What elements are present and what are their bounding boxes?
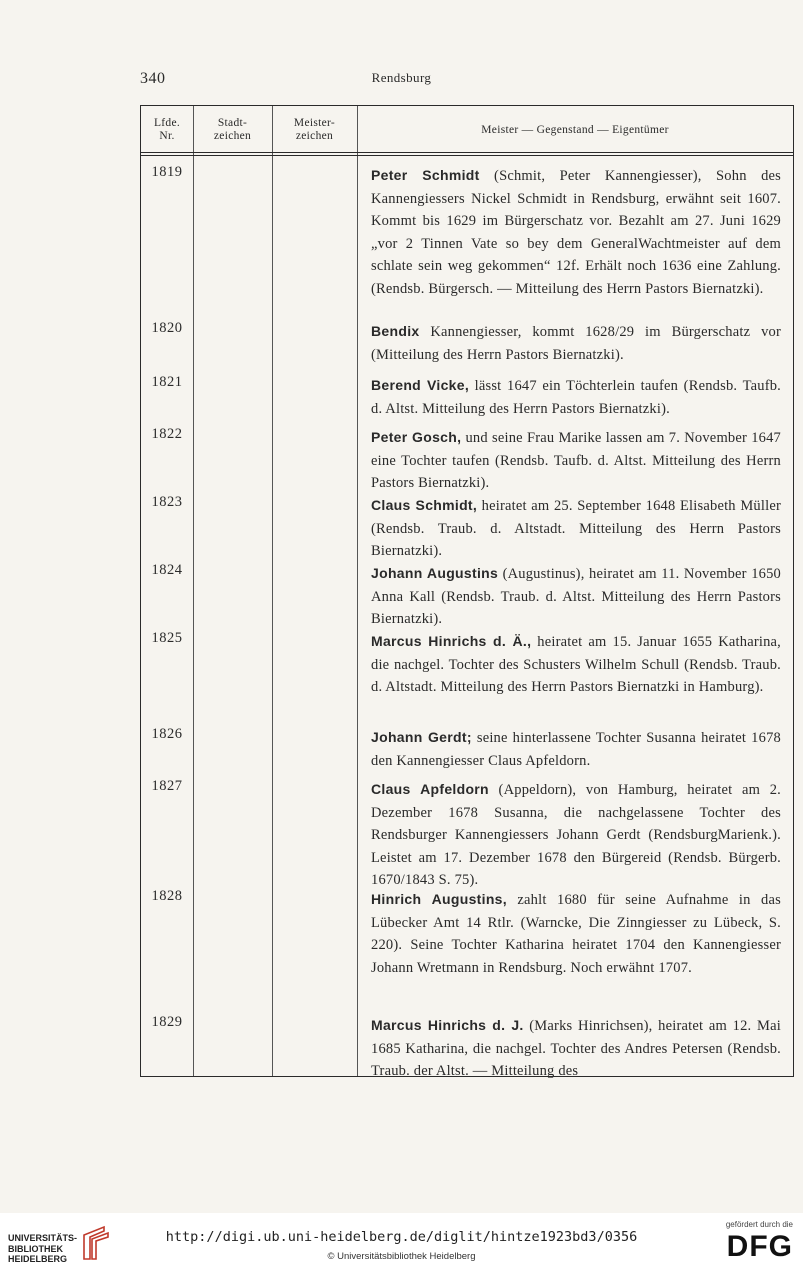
master-name: Bendix (371, 323, 420, 339)
master-name: Johann Gerdt; (371, 729, 472, 745)
catalog-table (140, 105, 794, 1077)
header-meisterzeichen: Meister- zeichen (293, 117, 336, 142)
library-line: UNIVERSITÄTS- (8, 1233, 78, 1243)
entry-description: (Schmit, Peter Kannengiesser), Sohn des Kannengiessers Nickel Schmidt in Rendsburg, erwähnt seit 1607. Kommt bis 1629 im Bürgerschatz vor. Bezahlt am 27. Juni 1629 „vor 2 Tinnen Vate so bey dem GeneralWachtmeister auf dem schlate sein weg gekommen“ 12f. Erhält noch 1636 eine Zahlung. (Rendsb. Bürgersch. — Mitteilung des Herrn Pastors Biernatzki). (371, 168, 781, 297)
entry-text (371, 888, 781, 979)
master-name: Claus Apfeldorn (371, 781, 489, 797)
entry-description: lässt 1647 ein Töchterlein taufen (Rendsb. Taufb. d. Altst. Mitteilung des Herrn Pastors Biernatzki). (371, 378, 782, 417)
entry-number: 1827 (151, 778, 183, 794)
entry-text (371, 426, 781, 495)
entry-number: 1820 (151, 320, 183, 336)
master-name: Peter Schmidt (371, 167, 480, 183)
copyright-notice: © Universitätsbibliothek Heidelberg (327, 1251, 476, 1262)
library-line: HEIDELBERG (8, 1254, 68, 1264)
master-name: Peter Gosch, (371, 429, 462, 445)
entry-number: 1823 (151, 494, 183, 510)
master-name: Hinrich Augustins, (371, 891, 507, 907)
column-divider (193, 106, 194, 1076)
header-meister-gegenstand: Meister — Gegenstand — Eigentümer (481, 123, 669, 136)
entry-description: (Appeldorn), von Hamburg, heiratet am 2. Dezember 1678 Susanna, die nachgelassene Tochter des Rendsburger Kannengiessers Johann Gerdt (RendsburgMarienk.). Leistet am 17. Dezember 1678 den Bürgereid (Rendsb. Bürgerb. 1670/1843 S. 75). (371, 782, 781, 888)
header-rule (141, 155, 793, 156)
entry-number: 1826 (151, 726, 183, 742)
entry-number: 1828 (151, 888, 183, 904)
entry-text (371, 562, 781, 631)
entry-number: 1825 (151, 630, 183, 646)
running-head: Rendsburg (371, 70, 432, 85)
entry-description: (Marks Hinrichsen), heiratet am 12. Mai 1685 Katharina, die nachgel. Tochter des Andres Petersen (Rendsb. Traub. der Altst. — Mitteilung des (371, 1018, 781, 1079)
entry-text (371, 320, 781, 366)
permalink-url[interactable]: http://digi.ub.uni-heidelberg.de/diglit/hintze1923bd3/0356 (165, 1229, 638, 1245)
entry-number: 1819 (151, 164, 183, 180)
entry-description: und seine Frau Marike lassen am 7. November 1647 eine Tochter taufen (Rendsb. Taufb. d. Altst. Mitteilung des Herrn Pastors Biernatzki). (371, 430, 781, 491)
dfg-logo: DFG (726, 1230, 793, 1263)
funded-by-label: gefördert durch die (725, 1220, 793, 1229)
column-divider (357, 106, 358, 1076)
header-rule (141, 152, 793, 153)
column-divider (272, 106, 273, 1076)
entry-text (371, 374, 781, 420)
entry-text (371, 726, 781, 772)
entry-number: 1829 (151, 1014, 183, 1030)
library-line: BIBLIOTHEK (8, 1243, 63, 1254)
master-name: Johann Augustins (371, 565, 499, 581)
entry-description: heiratet am 25. September 1648 Elisabeth Müller (Rendsb. Traub. d. Altstadt. Mitteilung des Herrn Pastors Biernatzki). (371, 498, 781, 559)
entry-description: zahlt 1680 für seine Aufnahme in das Lübecker Amt 14 Rtlr. (Warncke, Die Zinngiesser zu Lübeck, S. 220). Seine Tochter Katharina heiratet 1704 den Kannengiesser Johann Wretmann in Rendsburg. Noch erwähnt 1707. (371, 892, 781, 976)
entry-text (371, 1014, 781, 1083)
master-name: Marcus Hinrichs d. Ä., (371, 633, 532, 649)
master-name: Berend Vicke, (371, 377, 470, 393)
entry-text (371, 164, 781, 300)
entry-text (371, 494, 781, 563)
page-number: 340 (140, 70, 166, 87)
header-stadtzeichen: Stadt- zeichen (213, 117, 252, 142)
entry-description: heiratet am 15. Januar 1655 Katharina, die nachgel. Tochter des Schusters Wilhelm Schull (Rendsb. Traub. d. Altstadt. Mitteilung des Herrn Pastors Biernatzki in Hamburg). (371, 634, 781, 695)
master-name: Claus Schmidt, (371, 497, 478, 513)
entry-description: seine hinterlassene Tochter Susanna heiratet 1678 den Kannengiesser Claus Apfeldorn. (371, 730, 781, 769)
master-name: Marcus Hinrichs d. J. (371, 1017, 524, 1033)
entry-text (371, 778, 781, 892)
entry-text (371, 630, 781, 699)
entry-number: 1821 (151, 374, 183, 390)
entry-number: 1822 (151, 426, 183, 442)
entry-description: Kannengiesser, kommt 1628/29 im Bürgerschatz vor (Mitteilung des Herrn Pastors Biernatzki). (371, 324, 781, 363)
header-lfde-nr: Lfde. Nr. (153, 117, 181, 142)
entry-number: 1824 (151, 562, 183, 578)
footer-bar (0, 1213, 803, 1271)
entry-description: (Augustinus), heiratet am 11. November 1650 Anna Kall (Rendsb. Traub. d. Altst. Mitteilung des Herrn Pastors Biernatzki). (371, 566, 782, 627)
